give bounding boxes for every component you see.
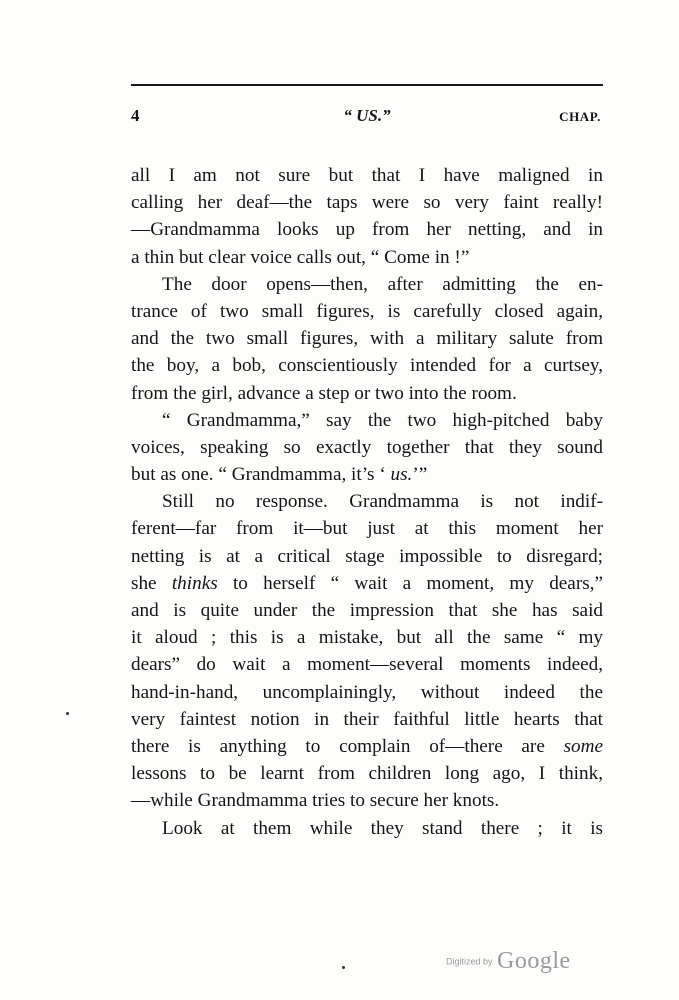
- digitized-label: Digitized by: [446, 956, 493, 967]
- chapter-label: CHAP.: [559, 109, 601, 124]
- text-line: —while Grandmamma tries to secure her knots.: [131, 790, 500, 812]
- text-line: it aloud ; this is a mistake, but all the same “ my: [131, 627, 603, 649]
- emphasis-us: us.: [390, 464, 413, 486]
- running-title: “ US.”: [343, 106, 391, 125]
- header-rule: [131, 84, 603, 86]
- google-logo: Google: [496, 948, 571, 974]
- text-line-start: there is anything to complain of—there are: [131, 735, 564, 757]
- text-line-end: to herself “ wait a moment, my dears,”: [217, 572, 603, 594]
- digitized-watermark: [446, 948, 571, 975]
- scan-speck: [66, 712, 69, 715]
- text-line: Look at them while they stand there ; it is: [162, 817, 603, 839]
- running-head: [131, 106, 603, 128]
- text-line: —Grandmamma looks up from her netting, and in: [131, 219, 603, 241]
- text-line: hand-in-hand, uncomplainingly, without indeed the: [131, 681, 603, 703]
- text-line: Still no response. Grandmamma is not indif-: [162, 491, 603, 513]
- text-line: [131, 570, 603, 597]
- text-line: [131, 461, 603, 488]
- body-text: [131, 162, 603, 842]
- scan-speck: [342, 966, 345, 969]
- text-line: dears” do wait a moment—several moments indeed,: [131, 654, 603, 676]
- text-line-start: but as one. “ Grandmamma, it’s ‘: [131, 464, 391, 486]
- text-line: very faintest notion in their faithful little hearts that: [131, 708, 603, 730]
- text-line: trance of two small figures, is carefully closed again,: [131, 300, 603, 322]
- text-line: calling her deaf—the taps were so very faint really!: [131, 192, 603, 214]
- text-line: and the two small figures, with a military salute from: [131, 328, 603, 350]
- page-number: 4: [131, 106, 140, 125]
- text-line-start: she: [131, 572, 172, 594]
- text-line: “ Grandmamma,” say the two high-pitched baby: [162, 409, 603, 431]
- text-line: [131, 733, 603, 760]
- emphasis-some: some: [563, 735, 603, 757]
- text-line: and is quite under the impression that she has said: [131, 600, 603, 621]
- emphasis-thinks: thinks: [171, 572, 218, 594]
- text-line: all I am not sure but that I have maligned in: [131, 165, 603, 186]
- text-line: lessons to be learnt from children long ago, I think,: [131, 763, 603, 785]
- text-line: from the girl, advance a step or two into the room.: [131, 382, 517, 404]
- text-line-end: ’”: [412, 464, 428, 486]
- text-line: ferent—far from it—but just at this moment her: [131, 518, 603, 540]
- text-line: a thin but clear voice calls out, “ Come in !”: [131, 246, 470, 268]
- text-line: netting is at a critical stage impossible to disregard;: [131, 545, 603, 567]
- text-line: voices, speaking so exactly together that they sound: [131, 436, 603, 458]
- text-line: The door opens—then, after admitting the en-: [162, 273, 603, 295]
- text-line: the boy, a bob, conscientiously intended for a curtsey,: [131, 355, 603, 377]
